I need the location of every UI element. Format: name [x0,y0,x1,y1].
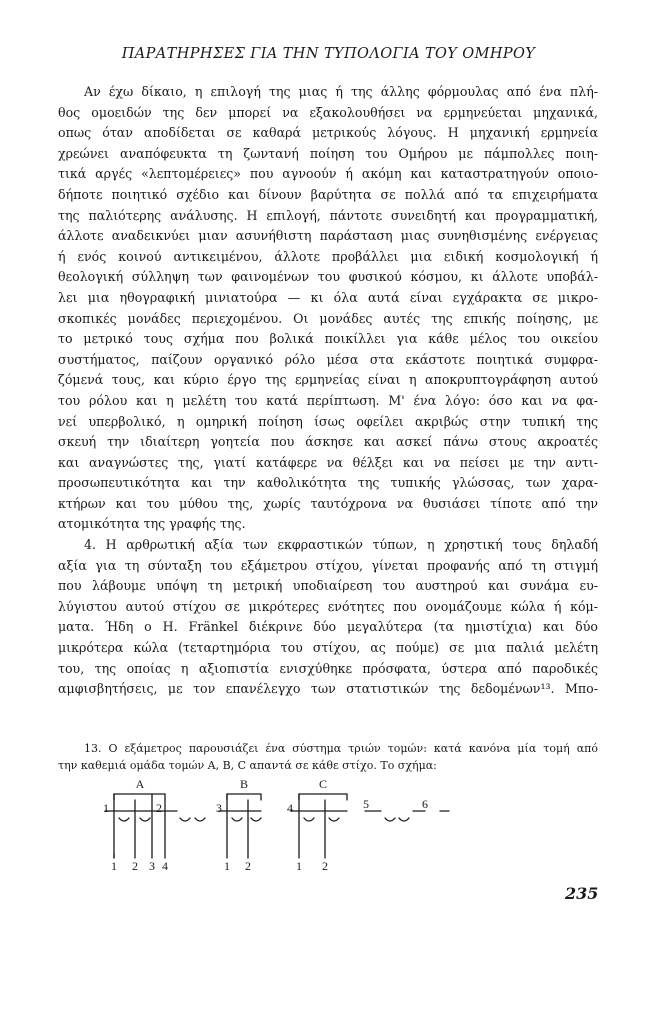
running-head: ΠΑΡΑΤΗΡΗΣΕΣ ΓΙΑ ΤΗΝ ΤΥΠΟΛΟΓΙΑ ΤΟΥ ΟΜΗΡΟΥ [121,46,536,62]
breve-4a [304,818,314,821]
body-line: του, της οποίας η αξιοπιστία ενισχύθηκε πρόσφατα, ύστερα από παροδικές [58,660,598,676]
caesura-number: 1 [296,859,302,870]
body-line: χρεώνει αναπόφευκτα τη ζωντανή ποίηση του Ομήρου με πάμπολλες ποιη- [58,145,598,161]
position-number: 1 [103,801,109,815]
body-line: του ρόλου και η μελέτη του κατά περίπτωση. Μ' ένα λόγο: όσο και να φα- [58,392,598,408]
body-line: 4. Η αρθρωτική αξία των εκφραστικών τύπων, η χρηστική τους δηλαδή [84,537,598,553]
group-label-a: A [135,777,145,791]
body-line: νεί υπερβολικό, η ομηρική ποίηση ίσως οφείλει ακριβώς στην τυπική της [58,413,598,429]
position-number: 6 [422,797,428,811]
body-line: ζόμενά τους, και κύριο έργο της ερμηνείας είναι η αποκρυπτογράφηση αυτού [58,372,598,388]
caesura-number: 1 [111,859,117,870]
body-line: μικρότερα κώλα (τεταρτημόρια του στίχου, ας πούμε) σε μια παλιά μελέτη [58,640,598,656]
breve-3a [232,818,242,821]
body-line: θεολογική σύλληψη των φαινομένων του φυσικού κόσμου, κι άλλοτε υποβάλ- [58,269,598,285]
breve-1a [119,818,129,821]
caesura-number: 2 [245,859,251,870]
page-number: 235 [565,884,599,903]
caesura-scheme-diagram [85,770,505,870]
body-line: λύγιστου αυτού στίχου σε μικρότερες ενότητες που ονομάζουμε κώλα ή κόμ- [58,598,598,614]
position-number: 5 [363,797,369,811]
breve-2b [195,818,205,821]
body-line: προσωπευτικότητα και την καθολικότητα της τυπικής γλώσσας, των χαρα- [58,475,598,491]
body-line: σκοπικές μονάδες περιεχομένου. Οι μονάδες αυτές της επικής ποίησης, με [58,310,598,326]
position-number: 2 [156,801,162,815]
bracket-b [227,794,261,800]
body-line: θος ομοειδών της δεν μπορεί να εξακολουθήσει να ερμηνεύεται μηχανικά, [58,104,598,120]
breve-5b [399,818,409,821]
body-line: ή ενός κοινού αντικειμένου, άλλοτε προβάλλει μια ειδική κοσμολογική ή [58,248,598,264]
breve-2a [180,818,190,821]
breve-5a [385,818,395,821]
body-line: της παλιότερης ανάλυσης. Η επιλογή, πάντοτε συνειδητή και προγραμματική, [58,207,598,223]
body-line: δήποτε ποιητικό σχέδιο και δίνουν βαρύτητα σε πολλά από τα επιχειρήματα [58,186,598,202]
body-line: ατομικότητα της γραφής της. [58,516,246,532]
caesura-number: 2 [132,859,138,870]
bracket-a [114,794,165,800]
group-label-c: C [318,777,328,791]
body-line: Αν έχω δίκαιο, η επιλογή της μιας ή της άλλης φόρμουλας από ένα πλή- [84,84,598,99]
body-line: το μετρικό τους σχήμα που βολικά ποικίλλει για κάθε μέλος του οικείου [58,331,598,347]
breve-1b [140,818,150,821]
position-number: 3 [216,801,222,815]
position-number: 4 [287,801,293,815]
body-text [58,82,598,700]
caesura-number: 4 [162,859,168,870]
body-line: οπως όταν αποδίδεται σε καθαρά μετρικούς λόγους. Η μηχανική ερμηνεία [58,125,598,141]
footnote-13 [58,740,598,774]
body-line: που λάβουμε υπόψη τη μετρική υποδιαίρεση του αυστηρού και συνάμα ευ- [58,578,598,594]
body-line: και αναγνώστες της, γιατί κατάφερε να θέλξει και να πείσει με την αντι- [58,454,598,470]
caesura-scheme [85,770,505,870]
body-line: άλλοτε αναδεικνύει μιαν ασυνήθιστη παράσταση μιας συνηθισμένης ενέργειας [58,228,598,244]
body-line: ματα. Ήδη ο H. Fränkel διέκρινε δύο μεγαλύτερα (τα ημιστίχια) και δύο [58,619,598,635]
caesura-number: 2 [322,859,328,870]
body-line: λει μια ηθογραφική μινιατούρα — κι όλα αυτά είναι εγχάρακτα σε μικρο- [58,289,598,305]
group-label-b: B [239,777,249,791]
body-line: σκευή την ιδιαίτερη γοητεία που άσκησε και ασκεί πάνω στους ακροατές [58,434,598,450]
body-line: συστήματος, παίζουν οργανικό ρόλο μέσα στα εκάστοτε ποιητικά συμφρα- [58,351,598,367]
caesura-number: 1 [224,859,230,870]
body-line: αξία για τη σύνταξη του εξάμετρου στίχου, γίνεται προφανής από τη στιγμή [58,557,598,573]
bracket-c [299,794,347,800]
body-line: τικά αργές «λεπτομέρειες» που αγνοούν ή ακόμη και καταστρατηγούν οποιο- [58,166,598,182]
breve-3b [251,818,261,821]
body-line: κτήρων και του μύθου της, χωρίς ταυτόχρονα να θυσιάσει τίποτε από την [58,495,598,511]
body-line: αμφισβητήσεις, με τον επανέλεγχο των στατιστικών της δεδομένων¹³. Μπο- [58,681,598,697]
footnote-line: 13. Ο εξάμετρος παρουσιάζει ένα σύστημα τριών τομών: κατά κανόνα μία τομή από [84,742,598,755]
caesura-number: 3 [149,859,155,870]
footnote-line: την καθεμιά ομάδα τομών Α, Β, C απαντά σε κάθε στίχο. Το σχήμα: [58,759,437,772]
breve-4b [329,818,339,821]
